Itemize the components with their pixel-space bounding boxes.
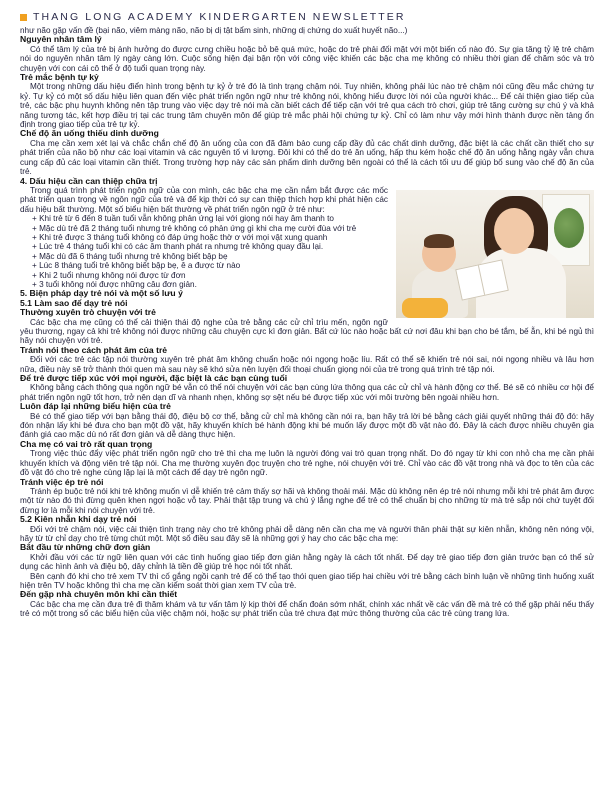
subheading-patience: 5.2 Kiên nhẫn khi dạy trẻ nói (20, 514, 137, 525)
mother-reading-to-baby-photo (396, 190, 594, 318)
heading-respond-to-child: Luôn đáp lại những biểu hiện của trẻ (20, 401, 171, 412)
square-bullet-icon (20, 14, 27, 21)
heading-see-specialist: Đến gặp nhà chuyên môn khi cần thiết (20, 589, 178, 600)
paragraph-respond-to-child: Bé có thể giao tiếp với bạn bằng thái độ, điệu bộ cơ thể, bằng cử chỉ mà không cần nói ra, bạn hãy trả lời bé bằng cách giải quyết những thái độ đó: hãy đón nhận lấy khi bé đưa cho bạn một đồ vật, hãy khuyến khích bé hành động khi bé muốn lấy được một đồ vật nào đó. Đây là cách được nhiều chuyên gia đánh giá cao mặc dù nó rất đơn giản và dễ dàng thực hiện. (20, 411, 594, 440)
heading-teaching-measures: 5. Biện pháp dạy trẻ nói và một số lưu ý (20, 288, 183, 299)
list-item: + Mặc dù đã 6 tháng tuổi nhưng trẻ không biết bập bẹ (20, 252, 594, 261)
paragraph-patience: Đối với trẻ chậm nói, việc cải thiện tình trạng này cho trẻ không phải dễ dàng nên cần cha mẹ và người thân phải thật sự kiên nhẫn, không nên nóng vội, hãy từ từ chỉ dạy cho trẻ từng chút một. Một số điều sau đây sẽ là những gợi ý hay cho các bậc cha mẹ: (20, 524, 594, 543)
subheading-how-to-teach: 5.1 Làm sao để dạy trẻ nói (20, 297, 128, 308)
newsletter-title: THANG LONG ACADEMY KINDERGARTEN NEWSLETTER (33, 11, 406, 23)
heading-do-not-force: Tránh việc ép trẻ nói (20, 476, 104, 487)
list-item: + Khi trẻ từ 6 đến 8 tuần tuổi vẫn không phản ứng lại với giọng nói hay âm thanh to (20, 214, 594, 223)
heading-psychological-cause: Nguyên nhân tâm lý (20, 34, 102, 45)
list-item: + Khi trẻ được 3 tháng tuổi không có đáp ứng hoặc thờ ơ với mọi vật xung quanh (20, 233, 594, 242)
heading-warning-signs: 4. Dấu hiệu cần can thiệp chữa trị (20, 175, 158, 186)
list-item: + Lúc trẻ 4 tháng tuổi khi có các âm thanh phát ra nhưng trẻ không quay đầu lại. (20, 242, 594, 251)
paragraph-simple-words-1: Khởi đầu với các từ ngữ liên quan với các tình huống giao tiếp đơn giản hằng ngày là cách tốt nhất. Để dạy trẻ giao tiếp đơn giản trước bạn có thể sử dụng các hình ảnh và điệu bộ, dây chỉnh là tiền đề giúp trẻ học nói tốt nhất. (20, 552, 594, 572)
yellow-stool-shape (402, 298, 448, 318)
paragraph-social-contact: Không bằng cách thông qua ngôn ngữ bé vẫn có thể nói chuyện với các bạn cùng lứa thông qua các cử chỉ và hành động cơ thể. Bé sẽ có nhiều cơ hội để phát triển ngôn ngữ tốt hơn, trở nên dạn dĩ và nhanh nhẹn, không sợ sệt nếu bé được tiếp xúc với môi trường bên ngoài nhiều hơn. (20, 383, 594, 402)
heading-social-contact: Để trẻ được tiếp xúc với mọi người, đặc biệt là các bạn cùng tuổi (20, 373, 288, 384)
heading-nutrition: Chế độ ăn uống thiếu dinh dưỡng (20, 128, 159, 139)
paragraph-avoid-baby-talk: Đối với các trẻ các tập nói thường xuyên trẻ phát âm không chuẩn hoặc nói ngọng hoặc líu. Rất có thể sẽ khiến trẻ nói sai, nói ngọng nhiều và lâu hơn nữa, điều này sẽ trở thành thói quen mà sau này sẽ khó sửa nên luyện đối thoại chuẩn giọng nói của trẻ trong quá trình trẻ tập nói. (20, 355, 594, 374)
newsletter-page (20, 8, 594, 788)
list-item: + 3 tuổi không nói được những câu đơn giản. (20, 280, 594, 289)
plant-shape (554, 208, 584, 248)
list-item: + Lúc 8 tháng tuổi trẻ không biết bập bẹ, ê a được từ nào (20, 261, 594, 270)
paragraph-warning-signs: Trong quá trình phát triển ngôn ngữ của con mình, các bậc cha mẹ cần nắm bắt được các mốc phát triển quan trọng về ngôn ngữ của trẻ và để kịp thời có sự can thiệp thích hợp khi phát hiện các dấu hiệu bất thường. Một số biểu hiện bất thường về phát triển ngôn ngữ ở trẻ như: (20, 185, 388, 214)
list-item: + Khi 2 tuổi nhưng không nói được từ đơn (20, 271, 594, 280)
intro-line: như não gặp vấn đề (bại não, viêm màng não, não bị dị tật bẩm sinh, những dị chứng do xuất huyết não...) (20, 26, 408, 35)
heading-avoid-baby-talk: Tránh nói theo cách phát âm của trẻ (20, 344, 168, 355)
paragraph-simple-words-2: Bên cạnh đó khi cho trẻ xem TV thì cố gắng ngồi cạnh trẻ để có thể tạo thói quen giao tiếp hai chiều với trẻ bằng cách bình luận về những tình huống xuất hiện trên TV hoặc không thì cha mẹ cần kiểm soát thời gian xem TV của trẻ. (20, 571, 594, 590)
paragraph-do-not-force: Tránh ép buộc trẻ nói khi trẻ không muốn vì dễ khiến trẻ cảm thấy sợ hãi và không thoải mái. Mặc dù không nên ép trẻ nói nhưng mỗi khi trẻ phát âm được một từ nào đó thì đừng quên khen ngợi hoặc vỗ tay. Phải thật tập trung và chú ý lắng nghe để trẻ có thể chuẩn bị cho những từ mà trẻ sắp nói chứ tuyệt đối đừng lơ là mỗi khi nói chuyện với trẻ. (20, 486, 594, 515)
newsletter-masthead (20, 8, 594, 26)
list-item: + Mặc dù trẻ đã 2 tháng tuổi nhưng trẻ không có phản ứng gì khi cha mẹ cười đùa với trẻ (20, 224, 594, 233)
paragraph-parent-role: Trong việc thúc đẩy việc phát triển ngôn ngữ cho trẻ thì cha mẹ luôn là người đóng vai trò quan trọng nhất. Do đó ngay từ khi con nhỏ cha mẹ cần phải khuyến khích và động viên trẻ tập nói. Cha mẹ thường xuyên đọc truyện cho trẻ nghe, nói chuyện với trẻ. Chỉ vào các đồ vật trong nhà và đọc to tên của các đồ vật đó cho trẻ nghe cùng lặp lại là một cách để dạy trẻ ngôn ngữ. (20, 449, 594, 478)
paragraph-talk-often: Các bậc cha mẹ cũng có thể cải thiện thái độ nghe của trẻ bằng các cử chỉ trìu mến, ngôn ngữ yêu thương, ngay cả khi trẻ không nói được những câu chuyện cực kì đơn giản. Bất cứ lúc nào hoặc bất cứ nơi đâu khi bạn cho bé tắm, bế ẵn, khi bé ngủ thì hãy nói chuyện với trẻ. (20, 317, 594, 346)
baby-hair-shape (424, 234, 454, 248)
heading-autism: Trẻ mắc bệnh tự kỷ (20, 72, 99, 83)
heading-talk-often: Thường xuyên trò chuyện với trẻ (20, 307, 156, 318)
paragraph-see-specialist: Các bậc cha mẹ cần đưa trẻ đi thăm khám và tư vấn tâm lý kịp thời để chẩn đoán sớm nhất, chính xác nhất về các vấn đề mà trẻ có thể gặp phải nếu thấy trẻ có một trong số các biểu hiện của việc chậm nói, hoặc sự phát triển của trẻ chưa đạt mức thông thường của các trẻ cùng trang lứa. (20, 599, 594, 619)
heading-parent-role: Cha mẹ có vai trò rất quan trọng (20, 438, 153, 449)
heading-simple-words: Bắt đầu từ những chữ đơn giản (20, 542, 151, 553)
article-body (20, 26, 594, 619)
paragraph-nutrition: Cha mẹ cần xem xét lại và chắc chắn chế độ ăn uống của con đã đảm bảo cung cấp đầy đủ các chất dinh dưỡng, đặc biệt là các chất cần thiết cho sự phát triển của não bộ như các loại vitamin và các nguyên tố vi lượng. Đôi khi có thể do trẻ ăn uống, hấp thu kém hoặc chế độ ăn uống hằng ngày vẫn chưa cung cấp đủ các loại vitamin cần thiết. Trong trường hợp này các sản phẩm dinh dưỡng bên ngoài có thể là cách tối ưu để giúp bổ sung vào chế độ ăn của trẻ. (20, 138, 594, 177)
paragraph-psychological-cause: Có thể tâm lý của trẻ bị ảnh hưởng do được cưng chiều hoặc bỏ bê quá mức, hoặc do trẻ phải đối mặt với một biến cố nào đó. Sự gia tăng tỷ lệ trẻ chậm nói do nguyên nhân tâm lý ngày càng lớn. Cuộc sống hiện đại bận rộn với công việc khiến các bậc cha mẹ không có nhiều thời gian để chăm sóc và trò chuyện với con cái cô thể ở độ tuổi quan trọng này. (20, 44, 594, 73)
paragraph-autism: Một trong những dấu hiệu điển hình trong bệnh tự kỷ ở trẻ đó là tình trạng chậm nói. Tuy nhiên, không phải lúc nào trẻ chậm nói cũng đều mắc chứng tự kỷ. Tự kỷ có một số dấu hiệu liên quan đến việc phát triển ngôn ngữ như trẻ không nói, không hiểu được lời nói của người khác... Để cải thiện giao tiếp của trẻ, các bậc phụ huynh không nên tập trung vào việc dạy trẻ nói mà cần biết cách để tiếp cận với trẻ qua cách trò chơi, giúp trẻ tăng cường sự chú ý và khả năng tương tác, kết hợp điều trị tại các trung tâm chuyên môn để giúp trẻ mắc phải hội chứng tự kỷ. Chỉ có làm như vậy mới hình thành được nền tảng ổn định trong giao tiếp của trẻ tự kỷ. (20, 82, 594, 130)
mother-face-shape (494, 208, 534, 254)
